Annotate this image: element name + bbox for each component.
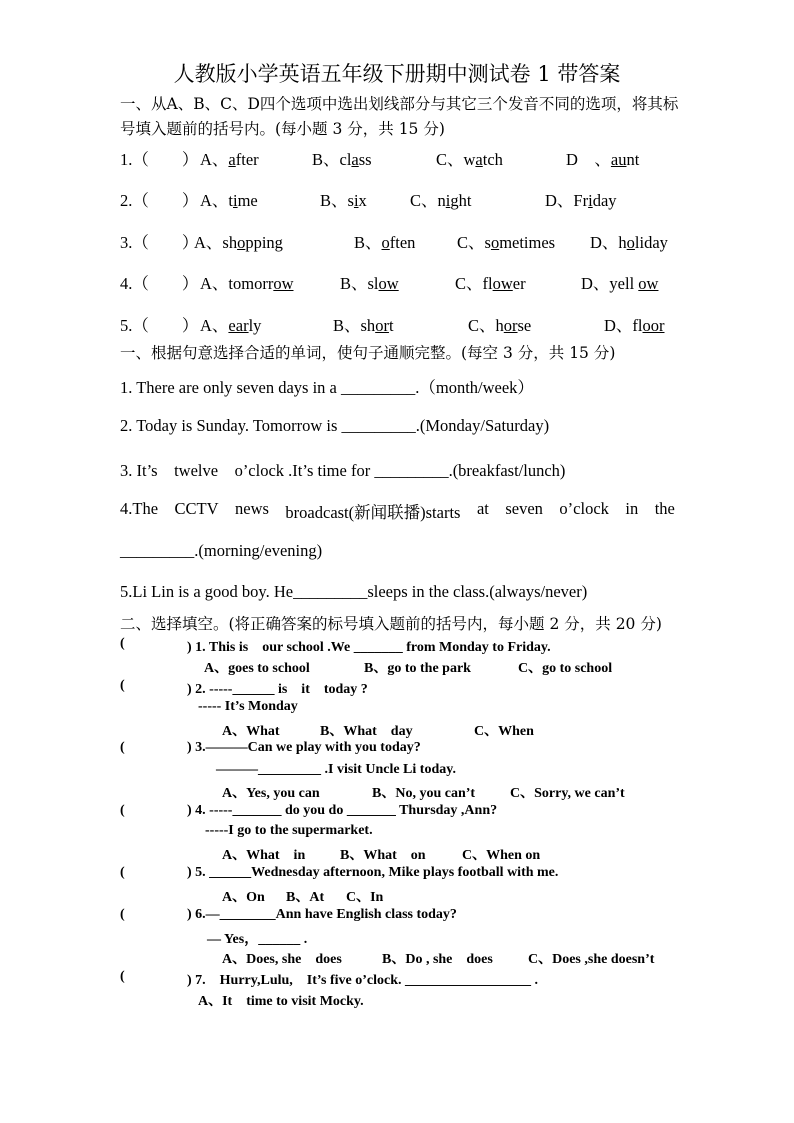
reply-text: ----- It’s Monday: [198, 699, 298, 714]
question-stem: ) 1. This is our school .We _______ from Monday to Friday.: [187, 640, 551, 655]
sentence-2-3: 3. It’s twelve o’clock .It’s time for _________.(breakfast/lunch): [120, 461, 566, 480]
word: o’clock: [559, 499, 609, 518]
option-c: C、Does ,she doesn’t: [528, 952, 655, 967]
answer-bracket: (: [120, 803, 125, 818]
word: in: [625, 499, 639, 518]
word: seven: [505, 499, 543, 518]
option-a: A、On: [222, 890, 265, 905]
sentence-2-1: 1. There are only seven days in a _________.（month/week）: [120, 378, 534, 397]
option-c: C、flower: [455, 274, 526, 293]
question-number: 5.（ ）: [120, 316, 199, 335]
reply-text: -----I go to the supermarket.: [205, 823, 373, 838]
option-d: D、Friday: [545, 191, 617, 210]
question-stem: ) 5. ______Wednesday afternoon, Mike plays football with me.: [187, 865, 559, 880]
word: 4.The: [120, 499, 159, 518]
option-b: B、What day: [320, 724, 413, 739]
answer-bracket: (: [120, 969, 125, 984]
word: at: [476, 499, 489, 518]
question-stem: ) 7. Hurry,Lulu, It’s five o’clock. __________________ .: [187, 973, 539, 988]
answer-bracket: (: [120, 636, 125, 651]
option-a: A、early: [200, 316, 262, 335]
option-b: B、often: [354, 233, 416, 252]
option-a: A、What: [222, 724, 280, 739]
option-c: C、sometimes: [457, 233, 556, 252]
option-b: B、What on: [340, 848, 426, 863]
option-a: A、Does, she does: [222, 952, 342, 967]
option-a: A、shopping: [194, 233, 283, 252]
word: the: [654, 499, 675, 518]
option-d: D 、aunt: [566, 150, 640, 169]
option-a: A、What in: [222, 848, 306, 863]
option-b: B、No, you can’t: [372, 786, 476, 801]
option-c: C、watch: [436, 150, 503, 169]
option-a: A、time: [200, 191, 258, 210]
option-c: C、horse: [468, 316, 532, 335]
option-b: B、class: [312, 150, 372, 169]
option-b: B、go to the park: [364, 661, 471, 676]
option-c: C、Sorry, we can’t: [510, 786, 625, 801]
answer-bracket: (: [120, 865, 125, 880]
section-1-heading: 一、从A、B、C、D四个选项中选出划线部分与其它三个发音不同的选项，将其标号填入题前的括号内。(每小题 3 分，共 15 分): [120, 95, 679, 138]
option-b: B、short: [333, 316, 394, 335]
sentence-2-4: [120, 499, 675, 523]
reply-text: — Yes，______ .: [207, 932, 308, 947]
option-a: A、goes to school: [204, 661, 310, 676]
option-c: C、go to school: [518, 661, 613, 676]
option-c: C、In: [346, 890, 384, 905]
option-c: C、When: [474, 724, 534, 739]
option-a: A、It time to visit Mocky.: [198, 994, 364, 1009]
reply-text: ———_________ .I visit Uncle Li today.: [216, 762, 456, 777]
option-b: B、Do , she does: [382, 952, 493, 967]
question-stem: ) 4. -----_______ do you do _______ Thursday ,Ann?: [187, 803, 498, 818]
option-c: C、night: [410, 191, 472, 210]
sentence-2-2: 2. Today is Sunday. Tomorrow is _________.(Monday/Saturday): [120, 416, 550, 435]
answer-bracket: (: [120, 740, 125, 755]
sentence-2-5: 5.Li Lin is a good boy. He_________sleeps in the class.(always/never): [120, 582, 588, 601]
sentence-2-4-continued: _________.(morning/evening): [120, 541, 323, 560]
answer-bracket: (: [120, 907, 125, 922]
option-a: A、after: [200, 150, 259, 169]
section-3-heading: 二、选择填空。(将正确答案的标号填入题前的括号内，每小题 2 分，共 20 分): [120, 615, 662, 633]
option-d: D、floor: [604, 316, 665, 335]
question-number: 3.（ ）: [120, 233, 199, 252]
option-d: D、holiday: [590, 233, 668, 252]
option-b: B、six: [320, 191, 367, 210]
word: CCTV: [174, 499, 219, 518]
option-d: D、yell ow: [581, 274, 659, 293]
word: broadcast(新闻联播)starts: [285, 503, 461, 522]
question-stem: ) 2. -----______ is it today ?: [187, 682, 368, 697]
question-stem: ) 3.———Can we play with you today?: [187, 740, 421, 755]
option-a: A、tomorrow: [200, 274, 294, 293]
answer-bracket: (: [120, 678, 125, 693]
option-a: A、Yes, you can: [222, 786, 320, 801]
option-b: B、slow: [340, 274, 399, 293]
question-number: 1.（ ）: [120, 150, 199, 169]
option-b: B、At: [286, 890, 325, 905]
question-number: 4.（ ）: [120, 274, 199, 293]
question-number: 2.（ ）: [120, 191, 199, 210]
question-stem: ) 6.—________Ann have English class today?: [187, 907, 457, 922]
option-c: C、When on: [462, 848, 541, 863]
section-2-heading: 一、根据句意选择合适的单词，使句子通顺完整。(每空 3 分，共 15 分): [120, 344, 616, 362]
word: news: [235, 499, 269, 518]
page-title: 人教版小学英语五年级下册期中测试卷 1 带答案: [173, 62, 621, 86]
